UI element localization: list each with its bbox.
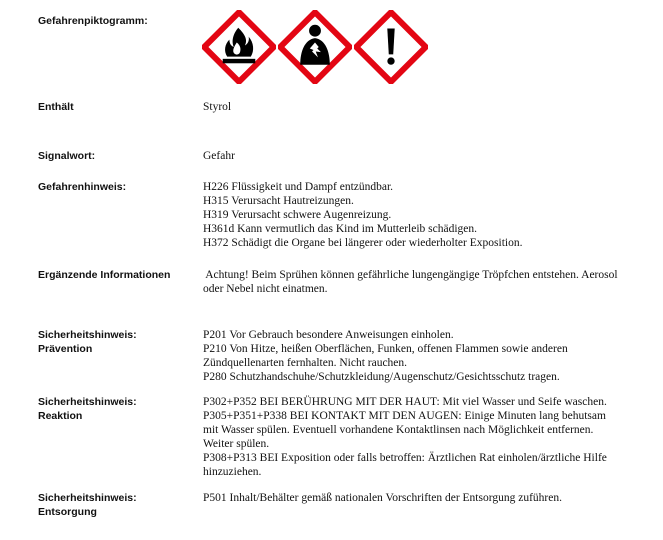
response-statement: P305+P351+P338 BEI KONTAKT MIT DEN AUGEN: Einige Minuten lang behutsam [203,410,606,422]
disposal-label-line: Entsorgung [38,506,97,518]
hazard-statement: H319 Verursacht schwere Augenreizung. [203,209,392,221]
response-label [38,395,137,423]
contains-value: Styrol [203,101,232,113]
response-label-line: Sicherheitshinweis: [38,396,137,408]
prevention-label [38,328,137,356]
disposal-label-line: Sicherheitshinweis: [38,492,137,504]
prevention-list [203,328,643,384]
response-statement: Weiter spülen. [203,438,270,450]
disposal-label [38,491,137,519]
hazard-statement: H361d Kann vermutlich das Kind im Mutterleib schädigen. [203,223,478,235]
health-hazard-icon [278,10,352,84]
response-statement: mit Wasser spülen. Eventuell vorhandene Kontaktlinsen nach Möglichkeit entfernen. [203,424,594,436]
flame-icon [202,10,276,84]
prevention-label-line: Sicherheitshinweis: [38,329,137,341]
prevention-statement: Zündquellenarten fernhalten. Nicht rauchen. [203,357,408,369]
response-statement: P308+P313 BEI Exposition oder falls betroffen: Ärztlichen Rat einholen/ärztliche Hilfe [203,452,607,464]
hazard-statement: H226 Flüssigkeit und Dampf entzündbar. [203,181,394,193]
supplemental-label: Ergänzende Informationen [38,269,171,281]
prevention-label-line: Prävention [38,343,93,355]
hazard-statements-list [203,180,643,250]
response-label-line: Reaktion [38,410,83,422]
disposal-statement: P501 Inhalt/Behälter gemäß nationalen Vorschriften der Entsorgung zuführen. [203,492,562,504]
supplemental-line: Achtung! Beim Sprühen können gefährliche lungengängige Tröpfchen entstehen. Aerosol [203,269,618,281]
signal-word-value: Gefahr [203,150,235,162]
pictogram-label: Gefahrenpiktogramm: [38,15,148,27]
response-statement: hinzuziehen. [203,466,262,478]
prevention-statement: P210 Von Hitze, heißen Oberflächen, Funken, offenen Flammen sowie anderen [203,343,568,355]
response-list [203,395,643,479]
contains-label: Enthält [38,101,74,113]
hazard-statement: H315 Verursacht Hautreizungen. [203,195,354,207]
prevention-statement: P280 Schutzhandschuhe/Schutzkleidung/Augenschutz/Gesichtsschutz tragen. [203,371,560,383]
prevention-statement: P201 Vor Gebrauch besondere Anweisungen einholen. [203,329,454,341]
disposal-list [203,491,643,505]
response-statement: P302+P352 BEI BERÜHRUNG MIT DER HAUT: Mit viel Wasser und Seife waschen. [203,396,607,408]
hazard-statement: H372 Schädigt die Organe bei längerer oder wiederholter Exposition. [203,237,523,249]
hazard-statements-label: Gefahrenhinweis: [38,181,127,193]
supplemental-line: oder Nebel nicht einatmen. [203,283,328,295]
signal-word-label: Signalwort: [38,150,96,162]
supplemental-text [203,268,643,296]
exclamation-mark-icon [354,10,428,84]
